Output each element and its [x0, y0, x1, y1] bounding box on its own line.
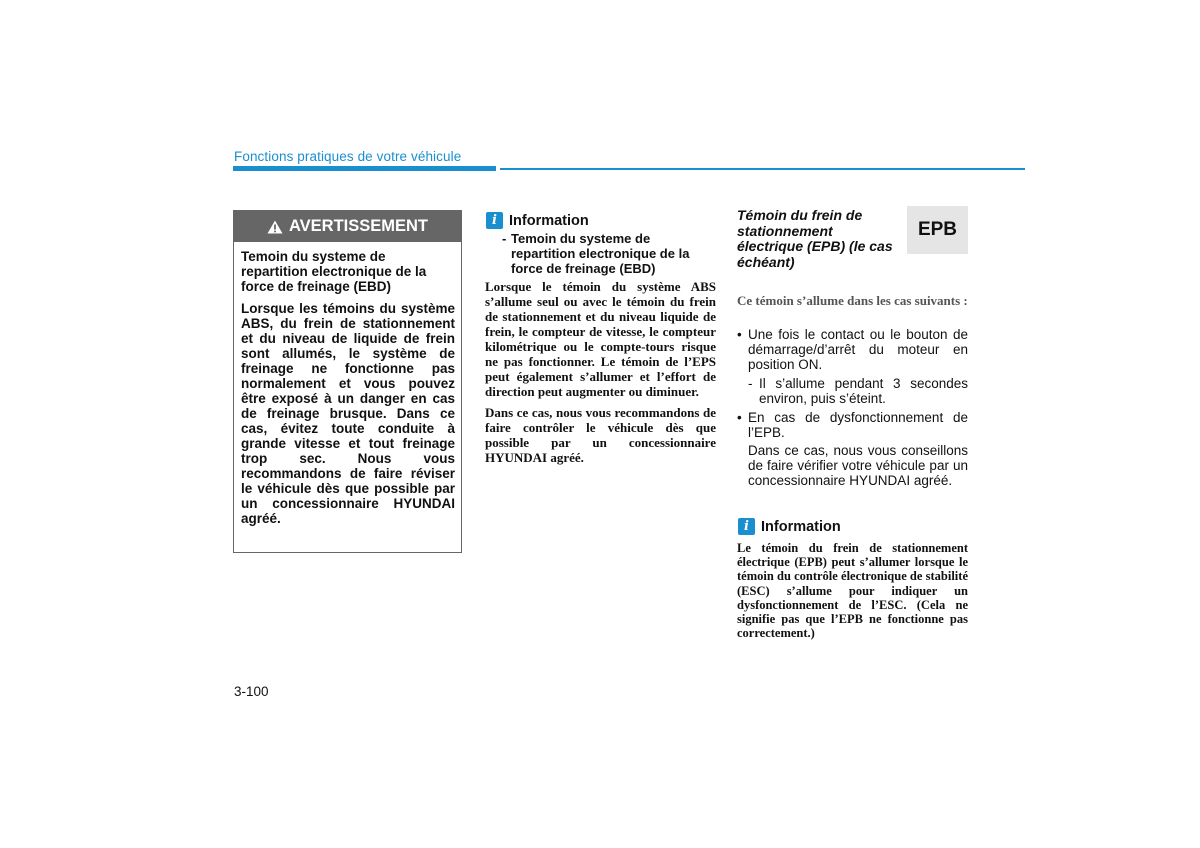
- page-number: 3-100: [234, 684, 269, 699]
- list-item: [737, 327, 968, 372]
- bullet-text: Une fois le contact ou le bouton de démarrage/d’arrêt du moteur en position ON.: [748, 327, 968, 372]
- info-icon: i: [738, 518, 755, 535]
- info-heading-esc: [738, 518, 841, 535]
- bullet-detail: Dans ce cas, nous vous conseillons de faire vérifier votre véhicule par un concessionnaire HYUNDAI agréé.: [748, 443, 968, 488]
- info-paragraph-2: Dans ce cas, nous vous recommandons de faire contrôler le véhicule dès que possible par un concessionnaire HYUNDAI agréé.: [485, 405, 716, 465]
- subitem-text: Il s’allume pendant 3 secondes environ, puis s’éteint.: [759, 376, 968, 406]
- warning-triangle-icon: [267, 220, 283, 234]
- info-paragraph-1: Lorsque le témoin du système ABS s’allume seul ou avec le témoin du frein de stationnement et du niveau liquide de frein, le compteur de vitesse, le compteur kilométrique ou le compte-tours risque ne pas fonctionner. Le témoin de l’EPS peut également s’allumer et l’effort de direction peut augmenter ou diminuer.: [485, 279, 716, 399]
- warning-header-label: AVERTISSEMENT: [288, 217, 429, 235]
- bullet-mark: •: [737, 327, 742, 342]
- list-subitem: [737, 376, 968, 406]
- epb-bullet-list: [737, 327, 968, 488]
- info-subtitle-text: Temoin du systeme de repartition electronique de la force de freinage (EBD): [511, 231, 690, 276]
- info-heading-label: Information: [509, 212, 589, 229]
- bullet-mark: •: [737, 410, 742, 425]
- warning-title: Temoin du systeme de repartition electronique de la force de freinage (EBD): [241, 249, 427, 294]
- epb-section-title: Témoin du frein de stationnement électrique (EPB) (le cas échéant): [737, 207, 893, 270]
- bullet-text: En cas de dysfonctionnement de l’EPB.: [748, 410, 968, 440]
- dash-mark: -: [502, 231, 507, 246]
- warning-text: Lorsque les témoins du système ABS, du frein de stationnement et du niveau de liquide de frein sont allumés, le système de freinage ne fonctionne pas normalement et vous pouvez être exposé à un danger en cas de freinage brusque. Dans ce cas, évitez toute conduite à grande vitesse et tout freinage trop sec. Nous vous recommandons de faire réviser le véhicule dès que possible par un concessionnaire HYUNDAI agréé.: [241, 301, 455, 526]
- warning-header: [234, 211, 461, 242]
- info-heading-label: Information: [761, 518, 841, 535]
- info-esc-text: Le témoin du frein de stationnement électrique (EPB) peut s’allumer lorsque le témoin du contrôle électronique de stabilité (ESC) s’allume pour indiquer un dysfonctionnement de l’ESC. (Cela ne signifie pas que l’EPB ne fonctionne pas correctement.): [737, 541, 968, 641]
- header-rule-thick: [233, 166, 496, 171]
- epb-badge: EPB: [907, 206, 968, 254]
- page-header-title: Fonctions pratiques de votre véhicule: [234, 149, 462, 164]
- dash-mark: -: [748, 376, 753, 391]
- epb-intro: Ce témoin s’allume dans les cas suivants :: [737, 293, 968, 308]
- list-item: [737, 410, 968, 440]
- info-heading-ebd: [486, 212, 589, 229]
- header-rule-thin: [500, 168, 1025, 170]
- info-icon: i: [486, 212, 503, 229]
- warning-box: [233, 210, 462, 553]
- info-subtitle-ebd: [502, 231, 717, 276]
